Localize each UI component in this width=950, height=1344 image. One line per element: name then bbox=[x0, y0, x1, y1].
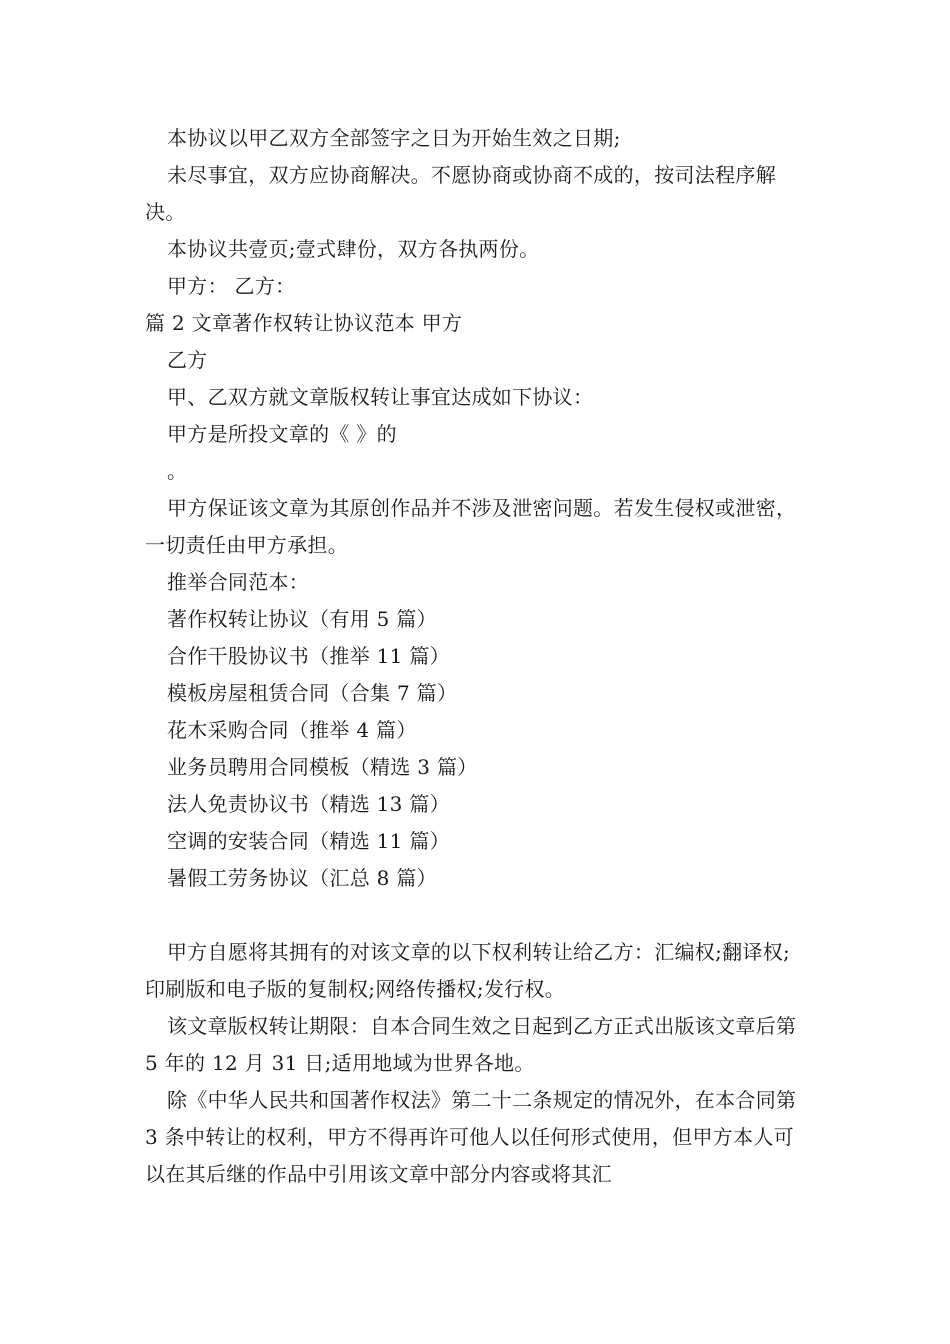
paragraph-transfer-term: 该文章版权转让期限：自本合同生效之日起到乙方正式出版该文章后第 5 年的 12 月 31 日;适用地域为世界各地。 bbox=[145, 1014, 797, 1075]
list-item: 模板房屋租赁合同（合集 7 篇） bbox=[167, 681, 458, 705]
paragraph-unresolved-matters: 未尽事宜，双方应协商解决。不愿协商或协商不成的，按司法程序解决。 bbox=[145, 163, 776, 224]
party-b-label: 乙方 bbox=[167, 348, 208, 372]
list-item: 法人免责协议书（精选 13 篇） bbox=[167, 792, 450, 816]
blank-line bbox=[145, 897, 810, 934]
paragraph-agreement-intro: 甲、乙双方就文章版权转让事宜达成如下协议： bbox=[167, 385, 594, 409]
paragraph-originality: 甲方保证该文章为其原创作品并不涉及泄密问题。若发生侵权或泄密，一切责任由甲方承担。 bbox=[145, 496, 797, 557]
paragraph-exclusivity: 除《中华人民共和国著作权法》第二十二条规定的情况外，在本合同第 3 条中转让的权利，甲方不得再许可他人以任何形式使用，但甲方本人可以在其后继的作品中引用该文章中部分内容或将其汇 bbox=[145, 1088, 797, 1186]
paragraph-period: 。 bbox=[167, 459, 188, 483]
list-item: 花木采购合同（推举 4 篇） bbox=[167, 718, 417, 742]
list-item: 空调的安装合同（精选 11 篇） bbox=[167, 829, 450, 853]
list-item: 业务员聘用合同模板（精选 3 篇） bbox=[167, 755, 478, 779]
list-item: 著作权转让协议（有用 5 篇） bbox=[167, 607, 437, 631]
recommended-templates-heading: 推举合同范本： bbox=[167, 570, 310, 594]
paragraph-effective-date: 本协议以甲乙双方全部签字之日为开始生效之日期; bbox=[167, 126, 621, 150]
signature-parties: 甲方： 乙方： bbox=[167, 274, 296, 298]
paragraph-copies: 本协议共壹页;壹式肆份，双方各执两份。 bbox=[167, 237, 540, 261]
paragraph-rights-transfer: 甲方自愿将其拥有的对该文章的以下权利转让给乙方：汇编权;翻译权;印刷版和电子版的复制权;网络传播权;发行权。 bbox=[145, 940, 791, 1001]
section-heading: 篇 2 文章著作权转让协议范本 甲方 bbox=[145, 311, 463, 335]
list-item: 合作干股协议书（推举 11 篇） bbox=[167, 644, 450, 668]
paragraph-author-statement: 甲方是所投文章的《 》的 bbox=[167, 422, 397, 446]
document-body bbox=[145, 120, 810, 1193]
list-item: 暑假工劳务协议（汇总 8 篇） bbox=[167, 866, 437, 890]
